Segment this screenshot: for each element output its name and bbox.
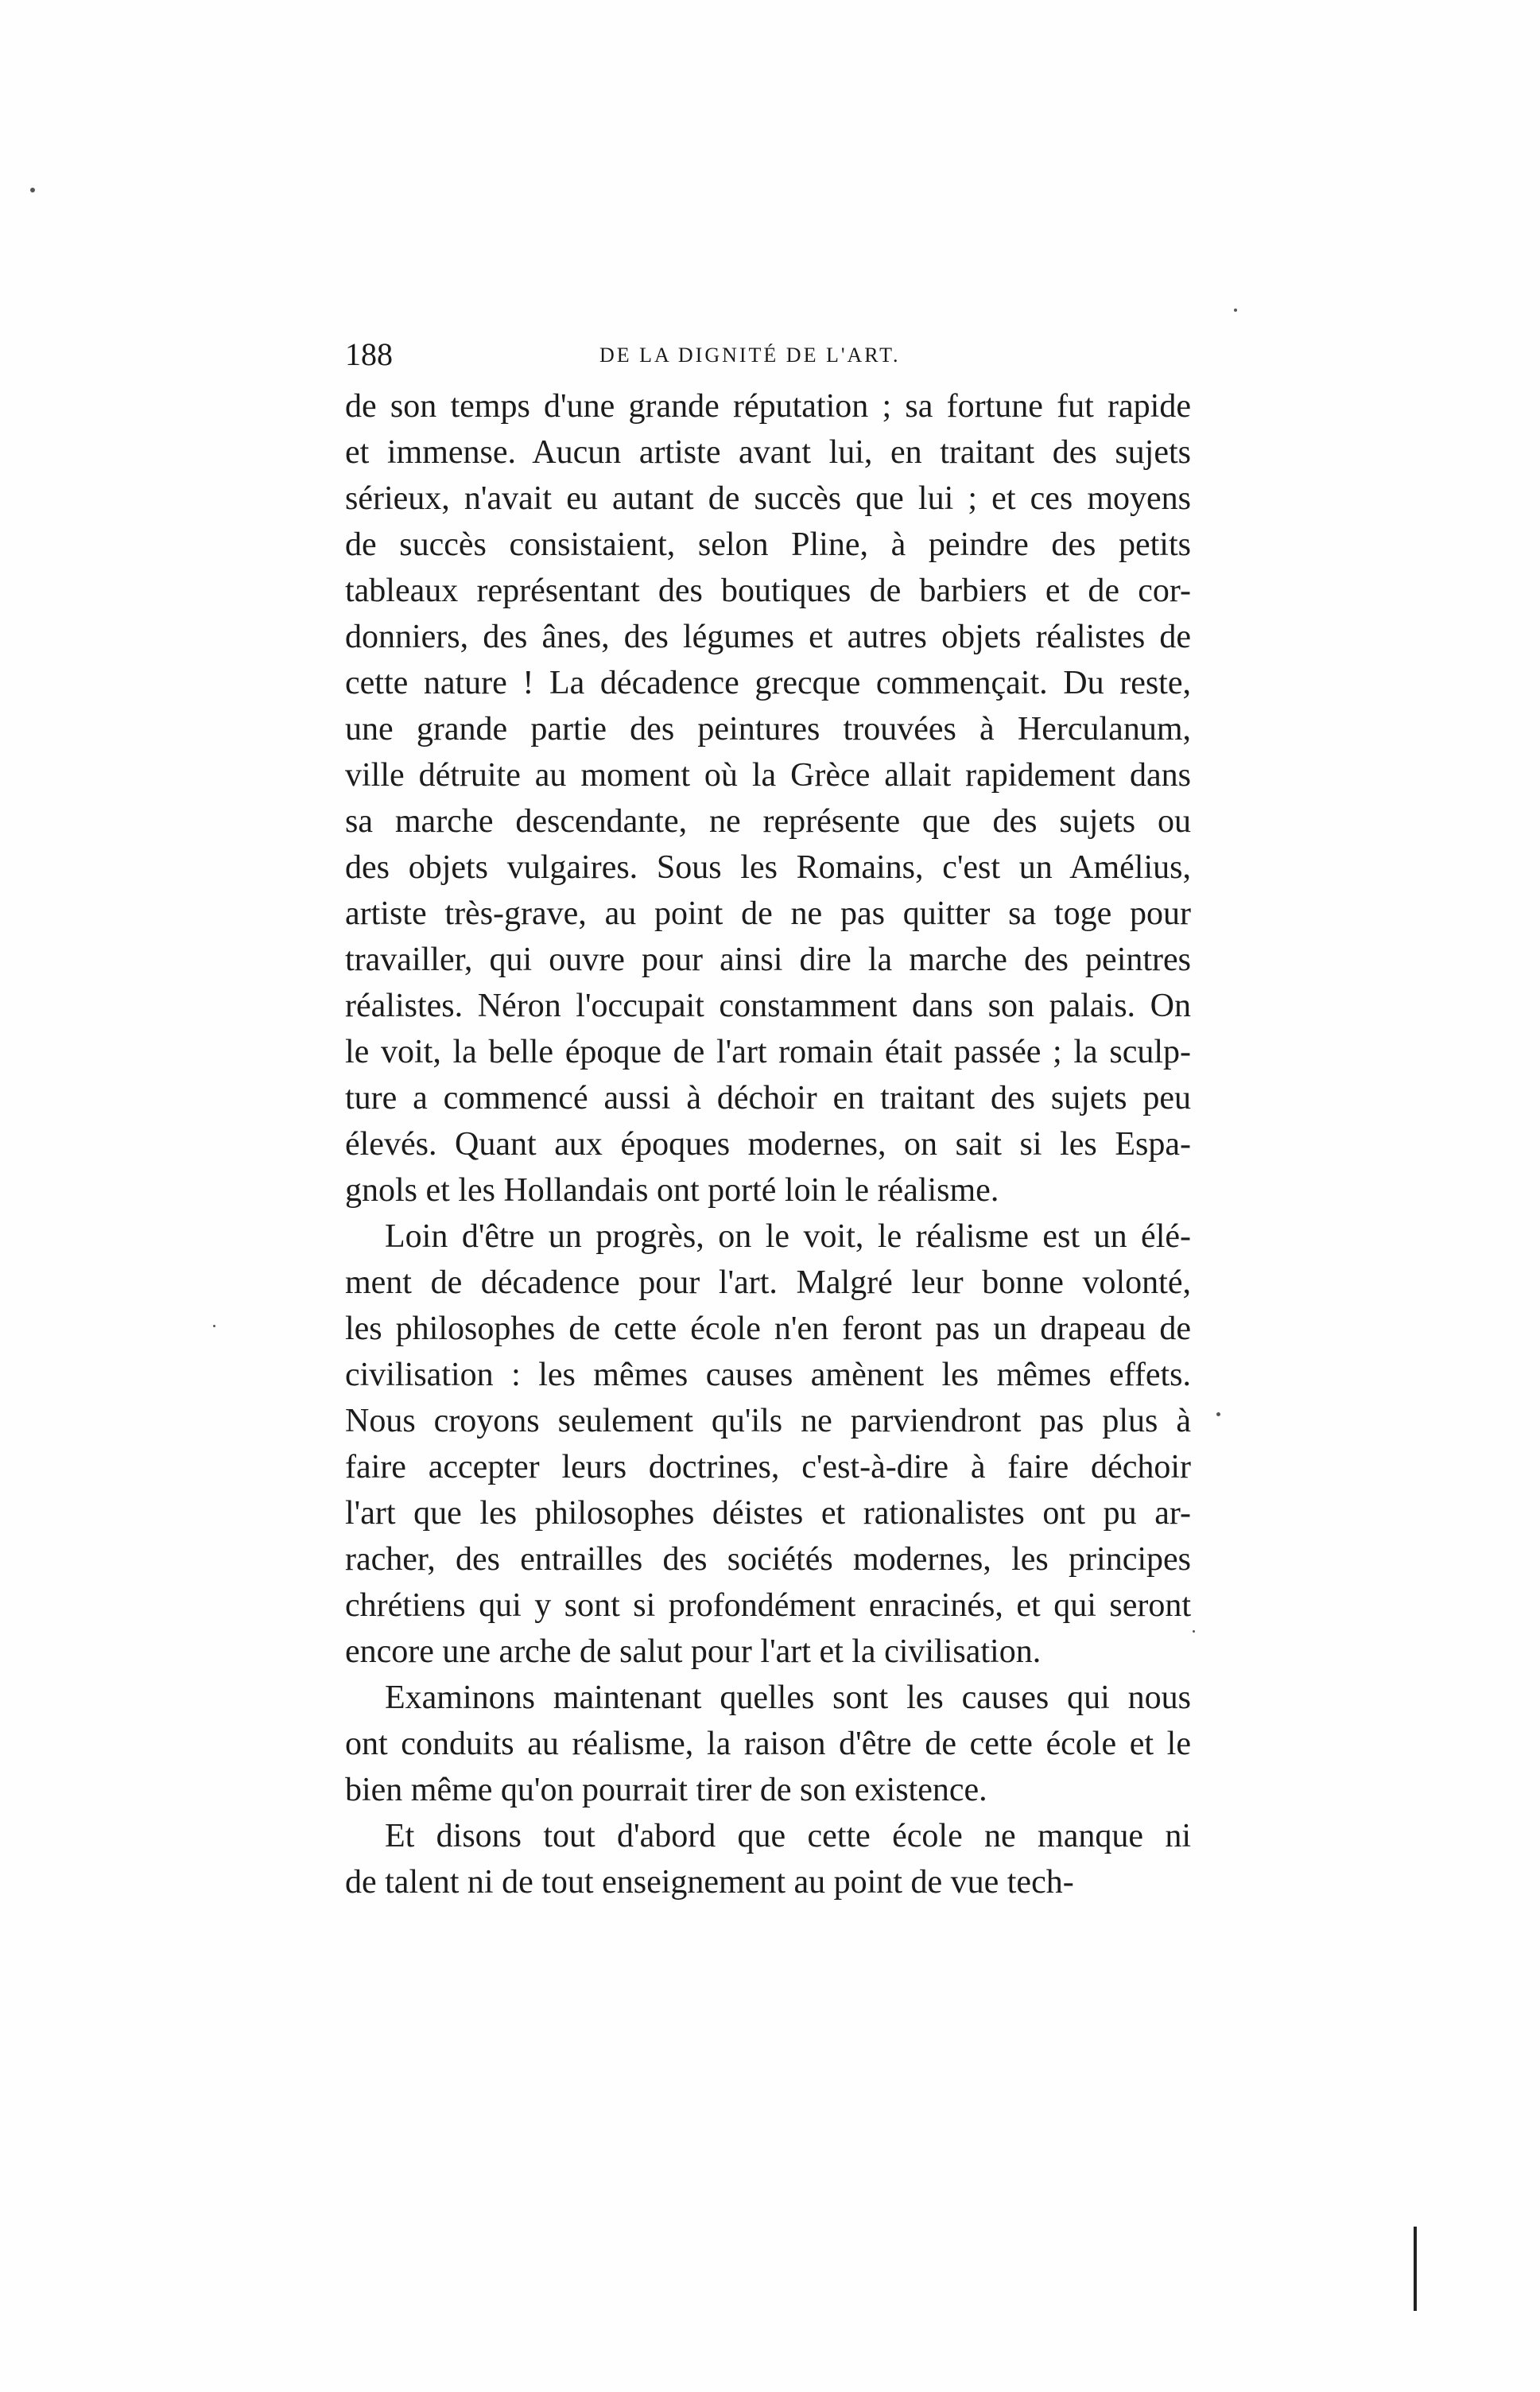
paper-speck <box>213 1325 215 1327</box>
paragraph <box>345 383 1191 1213</box>
running-head: DE LA DIGNITÉ DE L'ART. <box>599 344 901 367</box>
text-line: Et disons tout d'abord que cette école ne manque ni <box>385 1818 1191 1854</box>
text-line: tableaux représentant des boutiques de barbiers et de cor- <box>345 573 1191 609</box>
text-line: sa marche descendante, ne représente que des sujets ou <box>345 803 1191 840</box>
paper-speck <box>30 188 35 192</box>
text-line: réalistes. Néron l'occupait constamment dans son palais. On <box>345 988 1191 1024</box>
text-line: artiste très-grave, au point de ne pas quitter sa toge pour <box>345 895 1191 932</box>
text-line: gnols et les Hollandais ont porté loin le réalisme. <box>345 1172 999 1209</box>
edge-mark <box>1414 2227 1417 2311</box>
text-line: les philosophes de cette école n'en feront pas un drapeau de <box>345 1311 1191 1347</box>
text-line: une grande partie des peintures trouvées à Herculanum, <box>345 711 1191 748</box>
text-line: ture a commencé aussi à déchoir en traitant des sujets peu <box>345 1080 1191 1116</box>
text-line: de talent ni de tout enseignement au point de vue tech- <box>345 1864 1074 1901</box>
text-line: Nous croyons seulement qu'ils ne parviendront pas plus à <box>345 1403 1191 1439</box>
text-line: encore une arche de salut pour l'art et la civilisation. <box>345 1633 1042 1670</box>
text-line: des objets vulgaires. Sous les Romains, c'est un Amélius, <box>345 849 1191 886</box>
text-line: ont conduits au réalisme, la raison d'être de cette école et le <box>345 1726 1191 1762</box>
text-line: élevés. Quant aux époques modernes, on sait si les Espa- <box>345 1126 1191 1163</box>
paper-speck <box>1216 1412 1220 1416</box>
text-line: et immense. Aucun artiste avant lui, en traitant des sujets <box>345 434 1191 471</box>
text-line: de son temps d'une grande réputation ; sa fortune fut rapide <box>345 388 1191 425</box>
text-line: civilisation : les mêmes causes amènent les mêmes effets. <box>345 1357 1191 1393</box>
paper-speck <box>1193 1630 1195 1633</box>
text-line: de succès consistaient, selon Pline, à peindre des petits <box>345 526 1191 563</box>
text-line: Examinons maintenant quelles sont les causes qui nous <box>385 1679 1191 1716</box>
text-line: ment de décadence pour l'art. Malgré leur bonne volonté, <box>345 1264 1191 1301</box>
paragraph <box>345 1213 1191 1675</box>
text-line: chrétiens qui y sont si profondément enracinés, et qui seront <box>345 1587 1191 1624</box>
text-line: ville détruite au moment où la Grèce allait rapidement dans <box>345 757 1191 794</box>
text-line: bien même qu'on pourrait tirer de son existence. <box>345 1772 987 1808</box>
text-line: cette nature ! La décadence grecque commençait. Du reste, <box>345 665 1191 701</box>
text-line: l'art que les philosophes déistes et rationalistes ont pu ar- <box>345 1495 1191 1532</box>
text-line: faire accepter leurs doctrines, c'est-à-dire à faire déchoir <box>345 1449 1191 1485</box>
paragraph <box>345 1813 1191 1905</box>
text-line: donniers, des ânes, des légumes et autres objets réalistes de <box>345 619 1191 655</box>
paragraph <box>345 1675 1191 1813</box>
text-line: travailler, qui ouvre pour ainsi dire la marche des peintres <box>345 942 1191 978</box>
text-line: Loin d'être un progrès, on le voit, le réalisme est un élé- <box>385 1218 1191 1255</box>
text-line: racher, des entrailles des sociétés modernes, les principes <box>345 1541 1191 1578</box>
page-header <box>345 331 1191 379</box>
text-line: le voit, la belle époque de l'art romain était passée ; la sculp- <box>345 1034 1191 1070</box>
text-line: sérieux, n'avait eu autant de succès que lui ; et ces moyens <box>345 480 1191 517</box>
page-number: 188 <box>345 336 393 372</box>
body-text <box>345 383 1191 1905</box>
paper-speck <box>1234 309 1237 312</box>
